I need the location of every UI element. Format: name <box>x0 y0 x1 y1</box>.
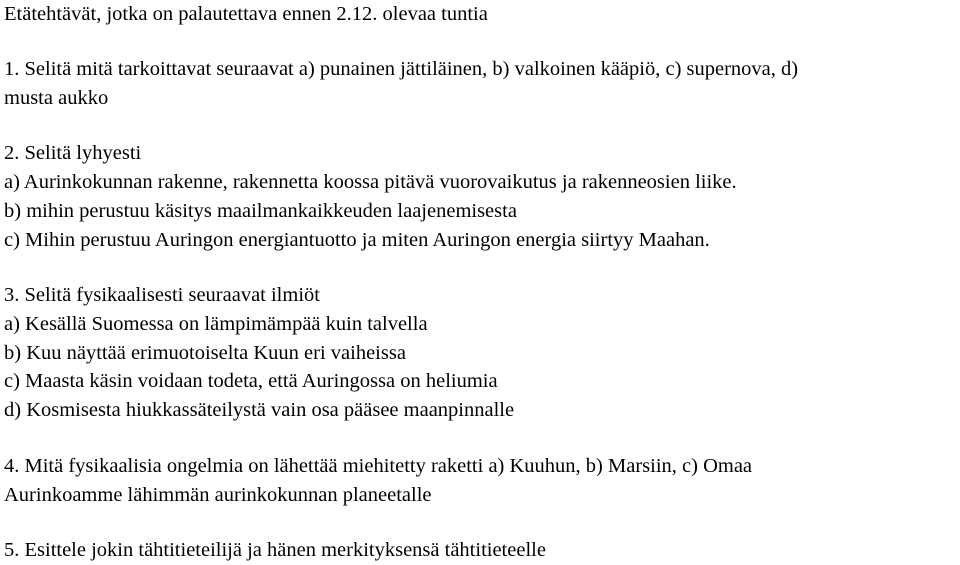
question-2-item-a: a) Aurinkokunnan rakenne, rakennetta koossa pitävä vuorovaikutus ja rakenneosien liike. <box>4 171 737 193</box>
question-3-item-d: d) Kosmisesta hiukkassäteilystä vain osa pääsee maanpinnalle <box>4 399 515 421</box>
question-3-intro: 3. Selitä fysikaalisesti seuraavat ilmiöt <box>4 284 320 306</box>
question-3-item-a: a) Kesällä Suomessa on lämpimämpää kuin talvella <box>4 313 428 335</box>
question-2-intro: 2. Selitä lyhyesti <box>4 142 142 164</box>
question-3-item-b: b) Kuu näyttää erimuotoiselta Kuun eri vaiheissa <box>4 342 406 364</box>
question-3-item-c: c) Maasta käsin voidaan todeta, että Auringossa on heliumia <box>4 370 498 392</box>
question-2-item-b: b) mihin perustuu käsitys maailmankaikkeuden laajenemisesta <box>4 200 517 222</box>
question-1-line-2: musta aukko <box>4 87 109 109</box>
question-1-line-1: 1. Selitä mitä tarkoittavat seuraavat a) punainen jättiläinen, b) valkoinen kääpiö, c) supernova, d) <box>4 58 799 80</box>
question-4-line-2: Aurinkoamme lähimmän aurinkokunnan planeetalle <box>4 484 432 506</box>
question-2-item-c: c) Mihin perustuu Auringon energiantuotto ja miten Auringon energia siirtyy Maahan. <box>4 229 710 251</box>
question-5-line-1: 5. Esittele jokin tähtitieteilijä ja hänen merkityksensä tähtitieteelle <box>4 539 546 561</box>
document-heading: Etätehtävät, jotka on palautettava ennen 2.12. olevaa tuntia <box>4 3 488 25</box>
question-4-line-1: 4. Mitä fysikaalisia ongelmia on lähettää miehitetty raketti a) Kuuhun, b) Marsiin, c) Omaa <box>4 455 753 477</box>
